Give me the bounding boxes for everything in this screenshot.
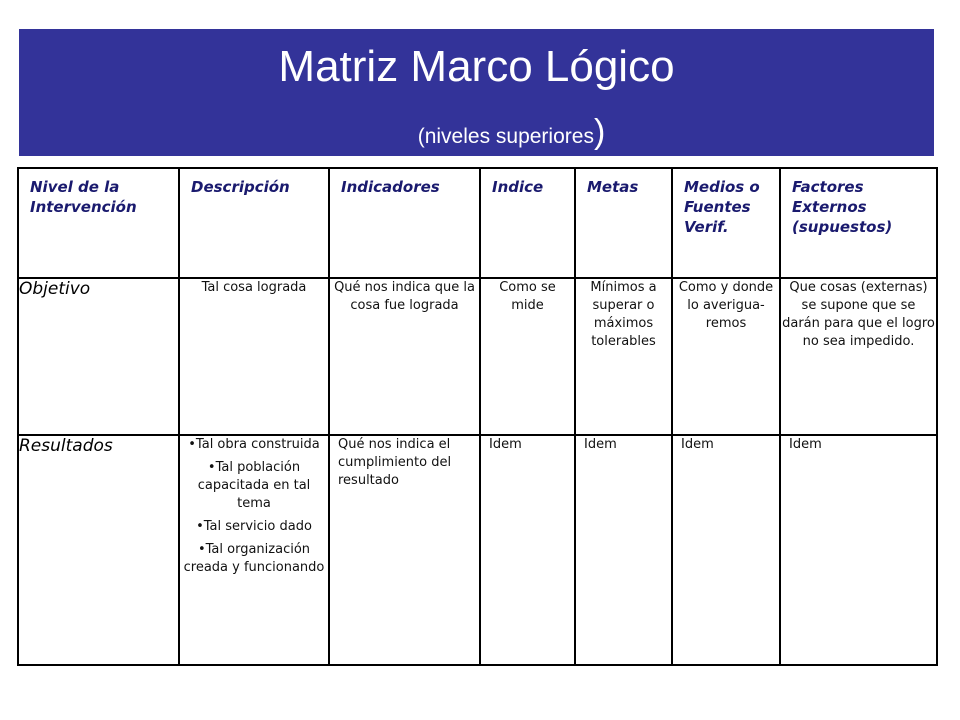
cell-metas: Mínimos a superar o máximos tolerables [575,278,672,435]
list-item: •Tal organización creada y funcionando [183,542,325,575]
list-item: •Tal servicio dado [196,519,312,534]
cell-indice: Como se mide [480,278,575,435]
cell-medios: Como y donde lo averigua-remos [672,278,780,435]
column-header-indicadores: Indicadores [329,168,480,278]
subtitle-text: (niveles superiores [417,125,594,148]
cell-factores: Idem [780,435,937,665]
cell-descripcion-list [179,435,329,665]
table-row-objetivo [18,278,937,435]
cell-indice: Idem [480,435,575,665]
column-header-medios: Medios o Fuentes Verif. [672,168,780,278]
cell-indicadores: Qué nos indica que la cosa fue lograda [329,278,480,435]
subtitle-paren: ) [593,113,606,151]
list-item: •Tal obra construida [188,437,320,452]
logical-framework-table [17,167,938,666]
cell-factores: Que cosas (externas) se supone que se darán para que el logro no sea impedido. [780,278,937,435]
list-item: •Tal población capacitada en tal tema [197,460,311,511]
cell-medios: Idem [672,435,780,665]
column-header-descripcion: Descripción [179,168,329,278]
title-banner [19,29,934,156]
cell-descripcion: Tal cosa lograda [179,278,329,435]
table-header-row [18,168,937,278]
column-header-factores: Factores Externos (supuestos) [780,168,937,278]
column-header-indice: Indice [480,168,575,278]
column-header-metas: Metas [575,168,672,278]
cell-indicadores: Qué nos indica el cumplimiento del resultado [329,435,480,665]
table-row-resultados [18,435,937,665]
slide-title: Matriz Marco Lógico [278,42,675,91]
cell-metas: Idem [575,435,672,665]
row-level-objetivo: Objetivo [18,278,179,435]
row-level-resultados: Resultados [18,435,179,665]
column-header-nivel: Nivel de la Intervención [18,168,179,278]
slide-subtitle [19,113,934,152]
